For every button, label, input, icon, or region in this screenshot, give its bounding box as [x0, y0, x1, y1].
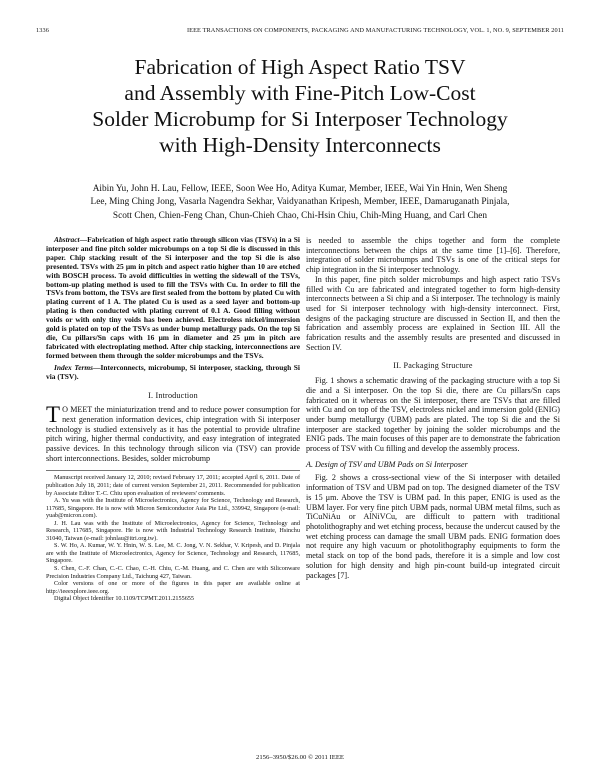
title-line: Solder Microbump for Si Interposer Technology	[92, 107, 508, 131]
footnote: A. Yu was with the Institute of Microelectronics, Agency for Science, Technology and Research, 117685, Singapore. He is now with Micron Semiconductor Asia Pte Ltd., 339942, Singapore (e-mail: yuab@micron.com).	[46, 497, 300, 520]
index-terms-label: Index Terms	[54, 362, 94, 372]
drop-cap: T	[46, 402, 61, 428]
left-column	[46, 236, 300, 603]
journal-name: IEEE TRANSACTIONS ON COMPONENTS, PACKAGING AND MANUFACTURING TECHNOLOGY, VOL. 1, NO. 9, SEPTEMBER 2011	[186, 27, 564, 34]
subsection-heading: A. Design of TSV and UBM Pads on Si Interposer	[306, 459, 468, 469]
abstract-label: Abstract	[54, 235, 80, 244]
title-line: Fabrication of High Aspect Ratio TSV	[134, 55, 466, 79]
footnote: J. H. Lau was with the Institute of Microelectronics, Agency for Science, Technology and Research, 117685, Singapore. He is now with Industrial Technology Research Institute, Hsinchu 31040, Taiwan (e-mail: johnlau@itri.org.tw).	[46, 519, 300, 542]
footnote: S. Chen, C.-F. Chan, C.-C. Chao, C.-H. Chiu, C.-M. Huang, and C. Chen are with Siliconware Precision Industries Company Ltd., Taichung 427, Taiwan.	[46, 564, 300, 580]
footnote-doi: Digital Object Identifier 10.1109/TCPMT.2011.2155655	[54, 595, 194, 603]
running-header	[36, 27, 564, 37]
index-terms-text: —Interconnects, microbump, Si interposer, stacking, through Si via (TSV).	[46, 362, 300, 381]
footnotes	[46, 470, 300, 602]
footnote: Manuscript received January 12, 2010; revised February 17, 2011; accepted April 6, 2011. Date of publication July 18, 2011; date of current version September 21, 2011. Recommended for publication by Associate Editor T.-C. Chiu upon evaluation of reviewers' comments.	[46, 474, 300, 497]
body-paragraph: In this paper, fine pitch solder microbumps and high aspect ratio TSVs filled with Cu are fabricated and integrated together to form high-density interconnects between a Si chip and a Si interposer. The technology is mainly used for Si interposer technology with high-density interconnect. First, designs of the packaging structure are discussed in Section II, and then the fabrication and assembly process are explained in Section III. All the fabrication results and the assembly results are presented and discussed in Section IV.	[306, 274, 560, 352]
right-column	[306, 236, 560, 580]
body-paragraph: Fig. 2 shows a cross-sectional view of the Si interposer with detailed information of TSV and UBM pad on top. The designed diameter of the TSV is 15 μm. Above the TSV is UBM pad. In this paper, ENIG is used as the UBM layer. For very fine pitch UBM pads, normal UBM metal films, such as TiCuNiAu or AlNiVCu, are difficult to pattern with traditional photolithography and wet etching process, because the undercut caused by the wet etching process can damage the small UBM pads. ENIG formation does not require any high vacuum or photolithography equipments to form the metal stack on top of the bond pads, therefore it is a simple and low cost solution for high density and high pin-count build-up integrated circuit packages [7].	[306, 473, 560, 580]
paper-title	[40, 54, 560, 158]
author-line: Scott Chen, Chien-Feng Chan, Chun-Chieh Chao, Chi-Hsin Chiu, Chih-Ming Huang, and Carl Chen	[112, 210, 488, 221]
intro-lead: O MEET	[62, 405, 93, 415]
author-line: Aibin Yu, John H. Lau, Fellow, IEEE, Soon Wee Ho, Aditya Kumar, Member, IEEE, Wai Yin Hnin, Wen Sheng	[92, 184, 508, 194]
introduction-paragraph	[46, 402, 300, 463]
title-line: and Assembly with Fine-Pitch Low-Cost	[124, 81, 476, 105]
footnote: Color versions of one or more of the figures in this paper are available online at http://ieeexplore.ieee.org.	[46, 580, 300, 595]
section-heading-packaging-structure: II. Packaging Structure	[393, 361, 473, 371]
copyright-footer: 2156–3950/$26.00 © 2011 IEEE	[255, 754, 345, 761]
page-number: 1336	[36, 27, 49, 34]
author-line: Lee, Ming Ching Jong, Vasarla Nagendra Sekhar, Vaidyanathan Kripesh, Member, IEEE, Damaruganath Pinjala,	[90, 197, 510, 208]
body-paragraph: Fig. 1 shows a schematic drawing of the packaging structure with a top Si die and a Si interposer. On the top Si die, there are Cu pillars/Sn caps fabricated on it whereas on the Si interposer, there are TSVs that are filled with Cu and on top of the TSV, electroless nickel and immersion gold (ENIG) under bump metallurgy (UBM) pads are plated. The top Si die and the Si interposer are stacked together by joining the solder microbumps and the ENIG pads. The main focuses of this paper are to demonstrate the fabrication process of TSV with Cu filling and develop the assembly process.	[306, 376, 560, 454]
title-line: with High-Density Interconnects	[159, 133, 441, 157]
body-paragraph: is needed to assemble the chips together and form the complete interconnections between the chips at the same time [1]–[6]. Therefore, integration of solder microbumps and TSVs is one of the critical steps for chip integration in the Si interposer technology.	[306, 236, 560, 275]
footnote: S. W. Ho, A. Kumar, W. Y. Hnin, W. S. Lee, M. C. Jong, V. N. Sekhar, V. Kripesh, and D. Pinjala are with the Institute of Microelectronics, Agency for Science, Technology and Research, 117685, Singapore.	[46, 542, 300, 565]
abstract-text: —Fabrication of high aspect ratio through silicon vias (TSVs) in a Si interposer and fine pitch solder microbumps on a top Si die is discussed in this paper. Chip stacking result of the Si interposer and the top Si die is also presented. TSVs with 25 μm in pitch and aspect ratio higher than 10 are etched with BOSCH process. To avoid difficulties in wetting the sidewall of the TSVs, bottom-up plating method is used to fill the TSVs with Cu. In order to fill the TSVs from bottom, the TSVs are first sealed from the bottom by plated Cu with plating current of 1 A. The plated Cu is used as a seed layer and bottom-up plating is then conducted with plating current of 0.1 A. Good filling without voids or with only tiny voids has been achieved. Electroless nickel/immersion gold is plated on top of the TSVs as under bump metallurgy pads. On the top Si die, Cu pillars/Sn caps with 16 μm in diameter and 25 μm in pitch are fabricated with electroplating method. After chip stacking, interconnections are formed between them through the solder microbumps and the TSVs.	[46, 235, 300, 360]
abstract	[46, 236, 300, 361]
intro-text: the miniaturization trend and to reduce power consumption for next generation information devices, chip integration with Si interposer technology is studied extensively as it has the potential to provide ultrafine pitch wiring, higher thermal conductivity, and easy integration of integrated passive devices. In this technology through silicon via (TSV) can provide short interconnections. Besides, solder microbump	[46, 405, 300, 463]
author-list	[40, 183, 560, 223]
section-heading-introduction: I. Introduction	[148, 390, 198, 400]
index-terms	[46, 364, 300, 382]
